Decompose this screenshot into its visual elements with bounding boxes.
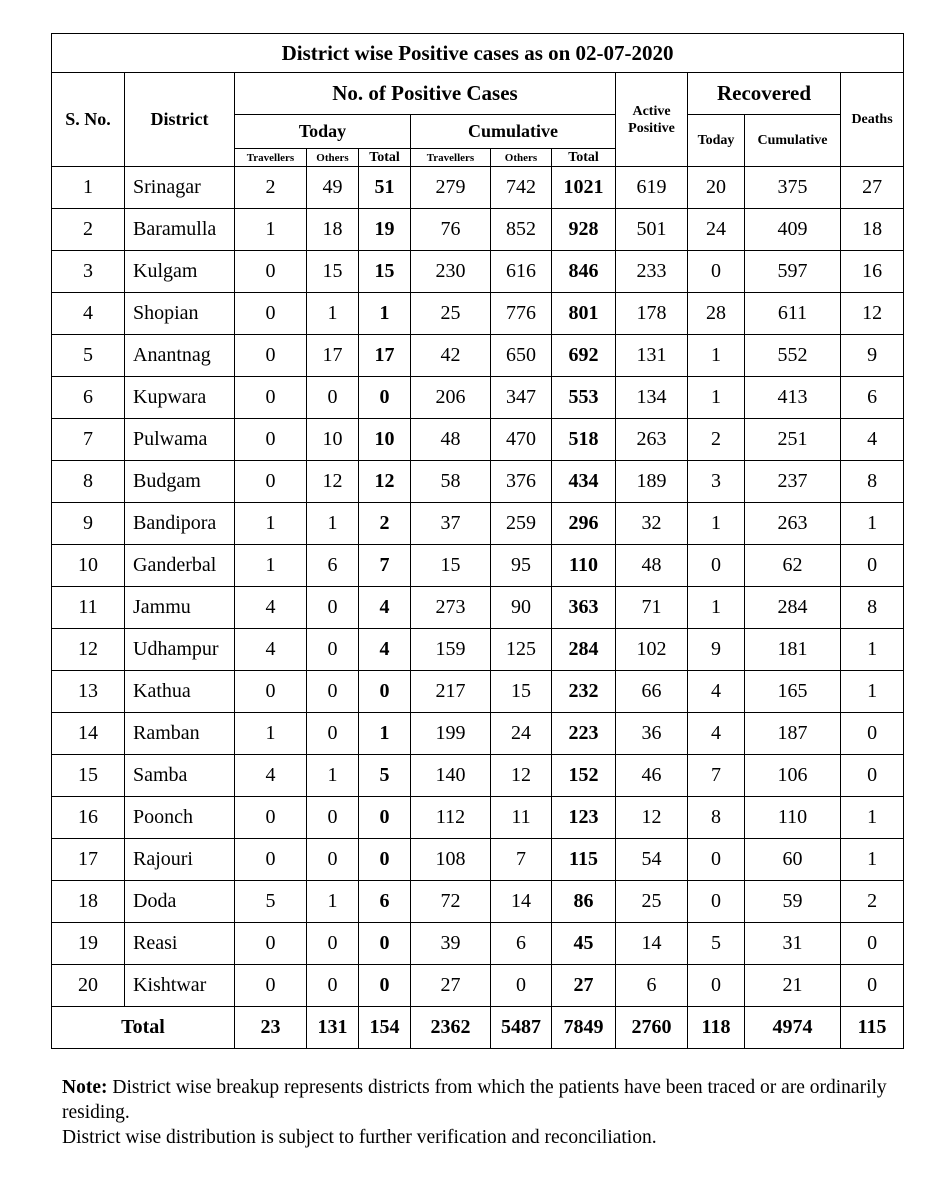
cell-cum-travellers: 230 — [411, 251, 491, 293]
cell-cum-total: 223 — [552, 713, 616, 755]
cell-cum-total: 518 — [552, 419, 616, 461]
cell-deaths: 4 — [841, 419, 904, 461]
cell-deaths: 8 — [841, 587, 904, 629]
cell-sno: 20 — [52, 965, 125, 1007]
cell-today-total: 0 — [359, 965, 411, 1007]
header-active-positive — [616, 73, 688, 167]
cell-deaths: 12 — [841, 293, 904, 335]
table-row — [52, 335, 904, 377]
cell-deaths: 27 — [841, 167, 904, 209]
cell-district: Samba — [125, 755, 235, 797]
cell-recovered-cumulative: 187 — [745, 713, 841, 755]
cell-sno: 13 — [52, 671, 125, 713]
cell-active: 36 — [616, 713, 688, 755]
cell-cum-travellers: 217 — [411, 671, 491, 713]
cell-cum-others: 616 — [491, 251, 552, 293]
cell-recovered-today: 5 — [688, 923, 745, 965]
total-today-total: 154 — [359, 1007, 411, 1049]
cell-district: Kathua — [125, 671, 235, 713]
cell-recovered-cumulative: 413 — [745, 377, 841, 419]
cell-district: Shopian — [125, 293, 235, 335]
cell-active: 233 — [616, 251, 688, 293]
header-today-total: Total — [359, 149, 411, 167]
cell-today-total: 51 — [359, 167, 411, 209]
total-row — [52, 1007, 904, 1049]
cell-recovered-cumulative: 110 — [745, 797, 841, 839]
cell-cum-others: 776 — [491, 293, 552, 335]
cell-cum-total: 801 — [552, 293, 616, 335]
cell-today-total: 5 — [359, 755, 411, 797]
cell-today-travellers: 0 — [235, 965, 307, 1007]
cell-cum-total: 692 — [552, 335, 616, 377]
cell-sno: 1 — [52, 167, 125, 209]
cell-today-total: 0 — [359, 797, 411, 839]
cell-cum-travellers: 39 — [411, 923, 491, 965]
table-row — [52, 965, 904, 1007]
cell-recovered-today: 0 — [688, 251, 745, 293]
cell-cum-total: 363 — [552, 587, 616, 629]
note-text-2: District wise distribution is subject to further verification and reconciliation. — [62, 1127, 657, 1148]
total-recovered-cumulative: 4974 — [745, 1007, 841, 1049]
cell-recovered-cumulative: 106 — [745, 755, 841, 797]
cell-active: 12 — [616, 797, 688, 839]
cell-today-others: 0 — [307, 713, 359, 755]
cell-sno: 10 — [52, 545, 125, 587]
cell-sno: 8 — [52, 461, 125, 503]
cell-recovered-cumulative: 60 — [745, 839, 841, 881]
cell-recovered-today: 7 — [688, 755, 745, 797]
cell-district: Ganderbal — [125, 545, 235, 587]
cell-today-others: 17 — [307, 335, 359, 377]
table-row — [52, 251, 904, 293]
cell-cum-others: 125 — [491, 629, 552, 671]
cell-sno: 17 — [52, 839, 125, 881]
table-row — [52, 629, 904, 671]
cell-active: 102 — [616, 629, 688, 671]
cell-today-others: 0 — [307, 965, 359, 1007]
note-paragraph — [62, 1075, 912, 1125]
table-row — [52, 377, 904, 419]
cell-sno: 9 — [52, 503, 125, 545]
cell-today-total: 4 — [359, 629, 411, 671]
cell-cum-travellers: 112 — [411, 797, 491, 839]
cell-active: 6 — [616, 965, 688, 1007]
cell-today-travellers: 0 — [235, 419, 307, 461]
cell-recovered-cumulative: 597 — [745, 251, 841, 293]
cell-deaths: 2 — [841, 881, 904, 923]
cell-today-others: 1 — [307, 503, 359, 545]
cell-district: Udhampur — [125, 629, 235, 671]
cell-today-others: 6 — [307, 545, 359, 587]
cell-cum-total: 553 — [552, 377, 616, 419]
cell-today-travellers: 1 — [235, 713, 307, 755]
cell-active: 178 — [616, 293, 688, 335]
cell-recovered-today: 2 — [688, 419, 745, 461]
table-row — [52, 545, 904, 587]
table-row — [52, 167, 904, 209]
cell-cum-others: 852 — [491, 209, 552, 251]
cell-cum-others: 7 — [491, 839, 552, 881]
cell-today-total: 6 — [359, 881, 411, 923]
cell-cum-others: 347 — [491, 377, 552, 419]
total-label: Total — [52, 1007, 235, 1049]
cell-deaths: 8 — [841, 461, 904, 503]
cell-recovered-cumulative: 237 — [745, 461, 841, 503]
cell-today-others: 0 — [307, 587, 359, 629]
cell-recovered-cumulative: 552 — [745, 335, 841, 377]
cell-sno: 7 — [52, 419, 125, 461]
cell-today-others: 18 — [307, 209, 359, 251]
cell-cum-total: 1021 — [552, 167, 616, 209]
cell-recovered-today: 4 — [688, 713, 745, 755]
total-active: 2760 — [616, 1007, 688, 1049]
cell-cum-travellers: 58 — [411, 461, 491, 503]
cell-cum-total: 110 — [552, 545, 616, 587]
cell-today-travellers: 0 — [235, 839, 307, 881]
cell-recovered-cumulative: 31 — [745, 923, 841, 965]
cell-recovered-cumulative: 409 — [745, 209, 841, 251]
cell-deaths: 16 — [841, 251, 904, 293]
cell-recovered-cumulative: 62 — [745, 545, 841, 587]
cell-sno: 12 — [52, 629, 125, 671]
cell-today-travellers: 0 — [235, 461, 307, 503]
cell-recovered-today: 0 — [688, 839, 745, 881]
header-active-line2: Positive — [628, 120, 675, 136]
cell-cum-travellers: 206 — [411, 377, 491, 419]
cell-cum-travellers: 27 — [411, 965, 491, 1007]
table-row — [52, 671, 904, 713]
cell-cum-total: 284 — [552, 629, 616, 671]
cell-cum-others: 259 — [491, 503, 552, 545]
cell-sno: 14 — [52, 713, 125, 755]
header-today-travellers: Travellers — [235, 149, 307, 167]
cell-today-others: 0 — [307, 923, 359, 965]
cell-district: Pulwama — [125, 419, 235, 461]
cell-recovered-today: 1 — [688, 335, 745, 377]
cell-district: Reasi — [125, 923, 235, 965]
cell-today-others: 0 — [307, 377, 359, 419]
cell-today-others: 12 — [307, 461, 359, 503]
cell-cum-travellers: 15 — [411, 545, 491, 587]
cell-active: 131 — [616, 335, 688, 377]
cell-cum-others: 0 — [491, 965, 552, 1007]
cell-recovered-today: 1 — [688, 503, 745, 545]
cell-cum-others: 95 — [491, 545, 552, 587]
header-sno: S. No. — [52, 73, 125, 167]
cell-recovered-cumulative: 59 — [745, 881, 841, 923]
cell-cum-others: 24 — [491, 713, 552, 755]
cell-deaths: 9 — [841, 335, 904, 377]
cell-deaths: 1 — [841, 839, 904, 881]
cell-active: 46 — [616, 755, 688, 797]
cell-recovered-cumulative: 611 — [745, 293, 841, 335]
cell-today-travellers: 0 — [235, 671, 307, 713]
district-cases-table — [51, 33, 904, 1049]
cell-cum-total: 86 — [552, 881, 616, 923]
cell-cum-others: 90 — [491, 587, 552, 629]
cell-district: Bandipora — [125, 503, 235, 545]
cell-district: Rajouri — [125, 839, 235, 881]
cell-today-travellers: 0 — [235, 335, 307, 377]
total-recovered-today: 118 — [688, 1007, 745, 1049]
cell-district: Ramban — [125, 713, 235, 755]
cell-today-travellers: 0 — [235, 377, 307, 419]
table-row — [52, 461, 904, 503]
header-active-line1: Active — [632, 103, 671, 119]
cell-cum-total: 232 — [552, 671, 616, 713]
header-cum-total: Total — [552, 149, 616, 167]
cell-today-travellers: 4 — [235, 629, 307, 671]
total-today-others: 131 — [307, 1007, 359, 1049]
cell-sno: 19 — [52, 923, 125, 965]
cell-cum-total: 115 — [552, 839, 616, 881]
cell-deaths: 18 — [841, 209, 904, 251]
table-body — [52, 167, 904, 1007]
cell-today-others: 0 — [307, 629, 359, 671]
total-cum-travellers: 2362 — [411, 1007, 491, 1049]
cell-today-travellers: 1 — [235, 545, 307, 587]
cell-today-others: 15 — [307, 251, 359, 293]
cell-today-total: 7 — [359, 545, 411, 587]
cell-sno: 18 — [52, 881, 125, 923]
cell-deaths: 1 — [841, 797, 904, 839]
cell-recovered-cumulative: 251 — [745, 419, 841, 461]
cell-today-others: 0 — [307, 797, 359, 839]
cell-cum-travellers: 108 — [411, 839, 491, 881]
cell-recovered-cumulative: 165 — [745, 671, 841, 713]
cell-sno: 6 — [52, 377, 125, 419]
cell-cum-others: 742 — [491, 167, 552, 209]
cell-cum-others: 470 — [491, 419, 552, 461]
cell-today-total: 0 — [359, 671, 411, 713]
cell-active: 25 — [616, 881, 688, 923]
cell-cum-travellers: 199 — [411, 713, 491, 755]
cell-today-total: 4 — [359, 587, 411, 629]
cell-today-others: 1 — [307, 293, 359, 335]
cell-cum-travellers: 76 — [411, 209, 491, 251]
cell-deaths: 0 — [841, 965, 904, 1007]
cell-today-others: 0 — [307, 671, 359, 713]
header-positive-cases: No. of Positive Cases — [235, 73, 616, 115]
cell-cum-others: 11 — [491, 797, 552, 839]
table-row — [52, 713, 904, 755]
cell-cum-travellers: 159 — [411, 629, 491, 671]
cell-today-travellers: 4 — [235, 755, 307, 797]
cell-cum-travellers: 37 — [411, 503, 491, 545]
cell-active: 54 — [616, 839, 688, 881]
table-row — [52, 293, 904, 335]
cell-today-total: 1 — [359, 713, 411, 755]
cell-active: 48 — [616, 545, 688, 587]
table-row — [52, 839, 904, 881]
cell-cum-travellers: 48 — [411, 419, 491, 461]
cell-district: Srinagar — [125, 167, 235, 209]
cell-recovered-today: 28 — [688, 293, 745, 335]
cell-today-total: 2 — [359, 503, 411, 545]
total-cum-total: 7849 — [552, 1007, 616, 1049]
cell-cum-total: 434 — [552, 461, 616, 503]
cell-cum-others: 14 — [491, 881, 552, 923]
header-recovered: Recovered — [688, 73, 841, 115]
header-district: District — [125, 73, 235, 167]
cell-district: Kupwara — [125, 377, 235, 419]
table-title: District wise Positive cases as on 02-07-2020 — [52, 34, 904, 73]
cell-deaths: 1 — [841, 503, 904, 545]
cell-active: 619 — [616, 167, 688, 209]
cell-today-travellers: 1 — [235, 209, 307, 251]
cell-recovered-today: 24 — [688, 209, 745, 251]
cell-active: 71 — [616, 587, 688, 629]
cell-cum-total: 152 — [552, 755, 616, 797]
cell-cum-travellers: 42 — [411, 335, 491, 377]
cell-district: Anantnag — [125, 335, 235, 377]
cell-today-travellers: 0 — [235, 797, 307, 839]
cell-recovered-today: 1 — [688, 587, 745, 629]
cell-today-travellers: 0 — [235, 293, 307, 335]
cell-cum-travellers: 279 — [411, 167, 491, 209]
header-recovered-today: Today — [688, 115, 745, 167]
header-cumulative: Cumulative — [411, 115, 616, 149]
header-cum-travellers: Travellers — [411, 149, 491, 167]
cell-deaths: 0 — [841, 923, 904, 965]
cell-today-travellers: 5 — [235, 881, 307, 923]
cell-district: Baramulla — [125, 209, 235, 251]
cell-recovered-today: 0 — [688, 881, 745, 923]
cell-today-travellers: 0 — [235, 923, 307, 965]
cell-active: 263 — [616, 419, 688, 461]
header-deaths: Deaths — [841, 73, 904, 167]
header-cum-others: Others — [491, 149, 552, 167]
total-today-travellers: 23 — [235, 1007, 307, 1049]
header-recovered-cumulative: Cumulative — [745, 115, 841, 167]
cell-recovered-today: 3 — [688, 461, 745, 503]
cell-active: 134 — [616, 377, 688, 419]
cell-active: 189 — [616, 461, 688, 503]
cell-today-total: 0 — [359, 839, 411, 881]
cell-recovered-today: 0 — [688, 545, 745, 587]
cell-today-total: 12 — [359, 461, 411, 503]
cell-today-total: 15 — [359, 251, 411, 293]
cell-today-travellers: 2 — [235, 167, 307, 209]
cell-sno: 3 — [52, 251, 125, 293]
cell-sno: 16 — [52, 797, 125, 839]
cell-today-total: 1 — [359, 293, 411, 335]
cell-active: 66 — [616, 671, 688, 713]
cell-recovered-cumulative: 263 — [745, 503, 841, 545]
cell-sno: 4 — [52, 293, 125, 335]
cell-today-others: 10 — [307, 419, 359, 461]
cell-cum-others: 12 — [491, 755, 552, 797]
cell-deaths: 0 — [841, 755, 904, 797]
cell-today-travellers: 4 — [235, 587, 307, 629]
cell-recovered-cumulative: 181 — [745, 629, 841, 671]
cell-cum-total: 846 — [552, 251, 616, 293]
cell-recovered-today: 1 — [688, 377, 745, 419]
cell-cum-total: 928 — [552, 209, 616, 251]
cell-recovered-today: 9 — [688, 629, 745, 671]
cell-district: Doda — [125, 881, 235, 923]
cell-district: Poonch — [125, 797, 235, 839]
cell-sno: 5 — [52, 335, 125, 377]
cell-active: 501 — [616, 209, 688, 251]
cell-deaths: 1 — [841, 671, 904, 713]
header-today: Today — [235, 115, 411, 149]
table-row — [52, 503, 904, 545]
cell-deaths: 6 — [841, 377, 904, 419]
cell-district: Jammu — [125, 587, 235, 629]
cell-cum-travellers: 72 — [411, 881, 491, 923]
cell-deaths: 0 — [841, 713, 904, 755]
cell-cum-others: 6 — [491, 923, 552, 965]
note-block — [62, 1075, 912, 1150]
cell-today-total: 17 — [359, 335, 411, 377]
cell-deaths: 1 — [841, 629, 904, 671]
cell-recovered-today: 0 — [688, 965, 745, 1007]
cell-district: Kulgam — [125, 251, 235, 293]
note-label: Note: — [62, 1077, 108, 1098]
cell-today-total: 0 — [359, 923, 411, 965]
cell-today-total: 10 — [359, 419, 411, 461]
table-row — [52, 419, 904, 461]
cell-today-others: 1 — [307, 755, 359, 797]
table-row — [52, 923, 904, 965]
table-row — [52, 881, 904, 923]
cell-sno: 2 — [52, 209, 125, 251]
total-cum-others: 5487 — [491, 1007, 552, 1049]
cell-today-others: 1 — [307, 881, 359, 923]
cell-cum-travellers: 273 — [411, 587, 491, 629]
cell-today-others: 0 — [307, 839, 359, 881]
cell-today-total: 19 — [359, 209, 411, 251]
table-row — [52, 797, 904, 839]
cell-recovered-cumulative: 375 — [745, 167, 841, 209]
cell-cum-travellers: 140 — [411, 755, 491, 797]
cell-cum-others: 650 — [491, 335, 552, 377]
total-deaths: 115 — [841, 1007, 904, 1049]
cell-recovered-today: 4 — [688, 671, 745, 713]
cell-cum-travellers: 25 — [411, 293, 491, 335]
cell-today-total: 0 — [359, 377, 411, 419]
cell-sno: 11 — [52, 587, 125, 629]
cell-cum-total: 27 — [552, 965, 616, 1007]
cell-cum-total: 296 — [552, 503, 616, 545]
table-row — [52, 587, 904, 629]
cell-district: Budgam — [125, 461, 235, 503]
note-text-1: District wise breakup represents districts from which the patients have been traced or are ordinarily residing. — [62, 1077, 887, 1123]
cell-district: Kishtwar — [125, 965, 235, 1007]
cell-recovered-cumulative: 21 — [745, 965, 841, 1007]
cell-cum-total: 123 — [552, 797, 616, 839]
cell-cum-total: 45 — [552, 923, 616, 965]
cell-sno: 15 — [52, 755, 125, 797]
table-row — [52, 755, 904, 797]
cell-active: 32 — [616, 503, 688, 545]
cell-today-travellers: 0 — [235, 251, 307, 293]
cell-cum-others: 376 — [491, 461, 552, 503]
header-today-others: Others — [307, 149, 359, 167]
cell-recovered-cumulative: 284 — [745, 587, 841, 629]
cell-today-others: 49 — [307, 167, 359, 209]
cell-recovered-today: 8 — [688, 797, 745, 839]
cell-deaths: 0 — [841, 545, 904, 587]
cell-cum-others: 15 — [491, 671, 552, 713]
cell-recovered-today: 20 — [688, 167, 745, 209]
table-row — [52, 209, 904, 251]
cell-today-travellers: 1 — [235, 503, 307, 545]
cell-active: 14 — [616, 923, 688, 965]
